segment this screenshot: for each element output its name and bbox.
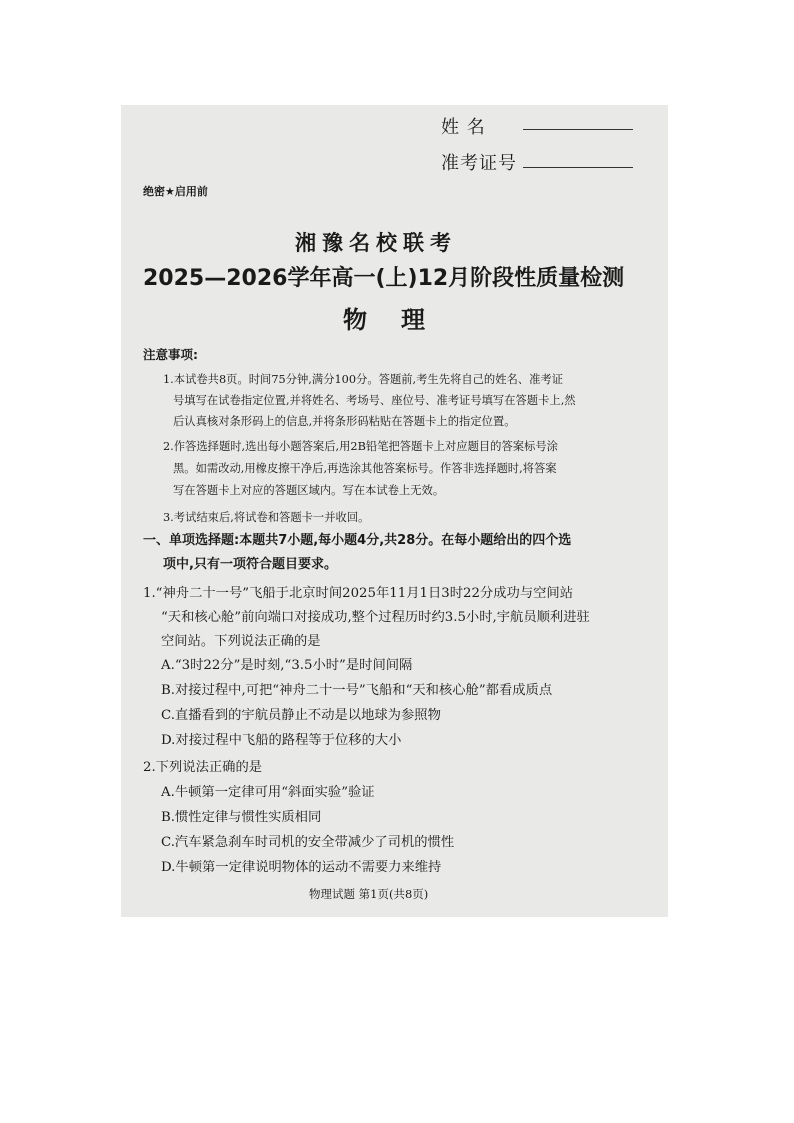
exam-id-label: 准考证号 [441,153,517,174]
notice-line: 写在答题卡上对应的答题区域内。写在本试卷上无效。 [173,484,445,497]
question-1-option-b: B.对接过程中,可把“神舟二十一号”飞船和“天和核心舱”都看成质点 [161,683,553,698]
notice-line: 3.考试结束后,将试卷和答题卡一并收回。 [163,511,370,524]
section-heading-cont: 项中,只有一项符合题目要求。 [163,557,337,572]
name-field[interactable] [523,129,633,130]
question-2-option-c: C.汽车紧急刹车时司机的安全带减少了司机的惯性 [161,835,455,850]
question-1-stem: 1.“神舟二十一号”飞船于北京时间2025年11月1日3时22分成功与空间站 [143,586,574,601]
page-footer: 物理试题 第1页(共8页) [309,887,429,901]
question-2-stem: 2.下列说法正确的是 [143,760,263,775]
section-heading: 一、单项选择题:本题共7小题,每小题4分,共28分。在每小题给出的四个选 [143,533,572,548]
notice-line: 黑。如需改动,用橡皮擦干净后,再选涂其他答案标号。作答非选择题时,将答案 [173,462,557,475]
question-1-stem: 空间站。下列说法正确的是 [161,634,321,649]
notice-line: 2.作答选择题时,选出每小题答案后,用2B铅笔把答题卡上对应题目的答案标号涂 [163,440,558,453]
notice-line: 后认真核对条形码上的信息,并将条形码粘贴在答题卡上的指定位置。 [173,415,516,428]
question-1-stem: “天和核心舱”前向端口对接成功,整个过程历时约3.5小时,宇航员顺利进驻 [161,610,590,625]
exam-organizer-title: 湘豫名校联考 [295,231,457,255]
question-2-option-d: D.牛顿第一定律说明物体的运动不需要力来维持 [161,860,442,875]
subject-title: 物理 [343,306,459,334]
exam-id-field[interactable] [523,167,633,168]
question-2-option-b: B.惯性定律与惯性实质相同 [161,810,322,825]
notice-heading: 注意事项: [143,347,198,362]
exam-paper [121,105,668,917]
question-2-option-a: A.牛顿第一定律可用“斜面实验”验证 [161,785,375,800]
exam-main-title: 2025—2026学年高一(上)12月阶段性质量检测 [143,266,625,291]
notice-line: 1.本试卷共8页。时间75分钟,满分100分。答题前,考生先将自己的姓名、准考证 [163,373,563,386]
question-1-option-c: C.直播看到的宇航员静止不动是以地球为参照物 [161,708,441,723]
name-label: 姓 名 [441,117,486,138]
secret-mark: 绝密★启用前 [143,185,208,198]
question-1-option-a: A.“3时22分”是时刻,“3.5小时”是时间间隔 [161,658,413,673]
notice-line: 号填写在试卷指定位置,并将姓名、考场号、座位号、准考证号填写在答题卡上,然 [173,394,576,407]
question-1-option-d: D.对接过程中飞船的路程等于位移的大小 [161,733,402,748]
